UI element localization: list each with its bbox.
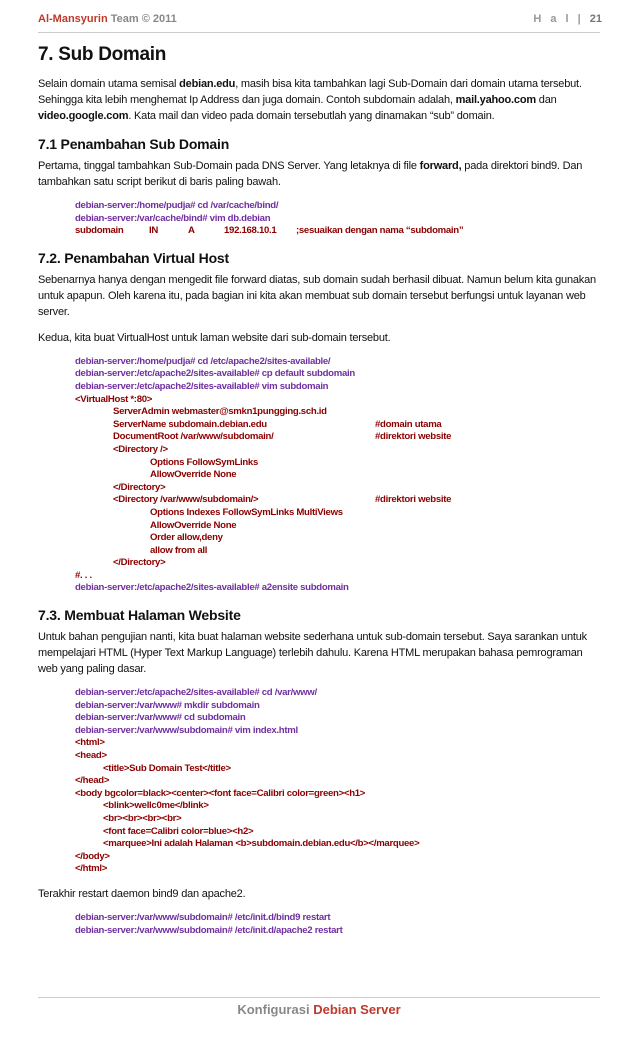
text-bold: video.google.com <box>38 110 129 122</box>
code-line <box>75 494 602 507</box>
text: . Kata mail dan video pada domain tersebutlah yang dinamakan “sub” domain. <box>128 110 495 122</box>
text: dan <box>535 94 557 106</box>
code-comment: #domain utama <box>375 418 442 430</box>
code-line: AllowOverride None <box>150 519 237 531</box>
page-header <box>38 13 602 33</box>
code-block-4 <box>75 912 602 937</box>
code-token: 192.168.10.1 <box>224 225 277 237</box>
text: Pertama, tinggal tambahkan Sub-Domain pada DNS Server. Yang letaknya di file <box>38 160 420 172</box>
footer-label: Konfigurasi <box>237 1002 310 1017</box>
code-line: <font face=Calibri color=blue><h2> <box>103 825 254 837</box>
code-line: debian-server:/etc/apache2/sites-available# cp default subdomain <box>75 368 355 380</box>
code-line: <blink>wellc0me</blink> <box>103 800 209 812</box>
code-line <box>75 225 602 238</box>
code-line: <body bgcolor=black><center><font face=Calibri color=green><h1> <box>75 787 366 799</box>
code-block-1 <box>75 200 602 238</box>
footer-divider <box>38 997 600 998</box>
code-line: <html> <box>75 737 105 749</box>
header-page <box>533 13 602 25</box>
header-page-label: H a l | <box>533 13 584 25</box>
page-content <box>38 40 602 947</box>
header-brand: Al-Mansyurin <box>38 13 108 25</box>
code-line: </head> <box>75 775 110 787</box>
code-line: debian-server:/home/pudja# cd /etc/apache2/sites-available/ <box>75 355 331 367</box>
code-token: <Directory /var/www/subdomain/> <box>113 494 259 506</box>
paragraph-4: Kedua, kita buat VirtualHost untuk laman website dari sub-domain tersebut. <box>38 331 391 344</box>
code-line: AllowOverride None <box>150 469 237 481</box>
code-line: debian-server:/var/www/subdomain# vim index.html <box>75 724 298 736</box>
header-divider <box>38 32 600 33</box>
code-line <box>75 419 602 432</box>
code-line: debian-server:/var/www# cd subdomain <box>75 712 246 724</box>
code-line: <br><br><br><br> <box>103 813 182 824</box>
code-line: Options FollowSymLinks <box>150 456 259 468</box>
text: Selain domain utama semisal <box>38 78 180 90</box>
paragraph-3: Sebenarnya hanya dengan mengedit file forward diatas, sub domain sudah berhasil dibuat. Namun belum kita gunakan untuk apapun. Oleh karena itu, pada bagian ini kita akan membuat sub domain tersebut berfungsi untuk layanan web server. <box>38 273 596 318</box>
text-bold: forward, <box>419 160 462 172</box>
code-token: DocumentRoot /var/www/subdomain/ <box>113 431 274 443</box>
code-line <box>75 431 602 444</box>
code-line: debian-server:/var/www/subdomain# /etc/init.d/bind9 restart <box>75 911 331 923</box>
code-line: <head> <box>75 750 107 762</box>
code-line: debian-server:/home/pudja# cd /var/cache/bind/ <box>75 200 279 211</box>
code-line: <marquee>Ini adalah Halaman <b>subdomain.debian.edu</b></marquee> <box>103 838 420 850</box>
code-line: Order allow,deny <box>150 532 223 544</box>
code-line: </Directory> <box>113 481 166 493</box>
code-block-2 <box>75 356 602 595</box>
code-comment: #direktori website <box>375 431 452 443</box>
footer-title: Debian Server <box>313 1002 401 1017</box>
code-line: debian-server:/var/www/subdomain# /etc/init.d/apache2 restart <box>75 924 343 936</box>
code-token: ServerName subdomain.debian.edu <box>113 418 267 430</box>
text-bold: mail.yahoo.com <box>455 94 536 106</box>
code-line: allow from all <box>150 544 208 556</box>
subsection-title-3: 7.3. Membuat Halaman Website <box>38 607 241 624</box>
code-line: <Directory /> <box>113 443 168 455</box>
code-line: <title>Sub Domain Test</title> <box>103 762 231 774</box>
code-token: subdomain <box>75 225 124 237</box>
code-line: ServerAdmin webmaster@smkn1pungging.sch.id <box>113 406 327 418</box>
code-line: debian-server:/etc/apache2/sites-available# cd /var/www/ <box>75 687 317 699</box>
code-token: A <box>188 225 195 237</box>
paragraph-6: Terakhir restart daemon bind9 dan apache2. <box>38 887 246 900</box>
text: , masih bisa kita tambahkan lagi Sub-Domain dari domain utama tersebut. Sehingga kita lebih menghemat Ip Address dan juga domain. Contoh subdomain adalah, <box>38 78 582 106</box>
code-token: IN <box>149 225 158 237</box>
subsection-title-1: 7.1 Penambahan Sub Domain <box>38 136 230 152</box>
header-page-number: 21 <box>589 13 602 25</box>
text: pada direktori bind9. Dan tambahkan satu script berikut di baris paling bawah. <box>38 160 583 188</box>
header-team: Team © 2011 <box>110 13 177 25</box>
subsection-title-2: 7.2. Penambahan Virtual Host <box>38 249 229 266</box>
code-line: </html> <box>75 863 108 875</box>
page-footer <box>0 1002 638 1017</box>
paragraph-5: Untuk bahan pengujian nanti, kita buat halaman website sederhana untuk sub-domain tersebut. Saya sarankan untuk mempelajari HTML (Hyper Text Markup Language) terlebih dahulu. Karena HTML merupakan bahasa pemrograman web yang paling dasar. <box>38 631 587 676</box>
code-line: debian-server:/etc/apache2/sites-available# a2ensite subdomain <box>75 582 349 594</box>
code-block-3 <box>75 687 602 876</box>
code-token: ;sesuaikan dengan nama “subdomain” <box>296 225 464 237</box>
paragraph-2 <box>38 158 602 190</box>
code-line: <VirtualHost *:80> <box>75 393 153 405</box>
section-title: 7. Sub Domain <box>38 44 167 65</box>
code-line: </Directory> <box>113 557 166 569</box>
code-line: #. . . <box>75 569 92 581</box>
text-bold: debian.edu <box>179 78 236 90</box>
code-line: debian-server:/etc/apache2/sites-available# vim subdomain <box>75 380 329 392</box>
intro-paragraph <box>38 76 602 124</box>
code-line: debian-server:/var/cache/bind# vim db.debian <box>75 212 271 224</box>
code-line: debian-server:/var/www# mkdir subdomain <box>75 699 260 711</box>
code-comment: #direktori website <box>375 494 452 506</box>
code-line: </body> <box>75 850 110 862</box>
code-line: Options Indexes FollowSymLinks MultiViews <box>150 506 343 518</box>
